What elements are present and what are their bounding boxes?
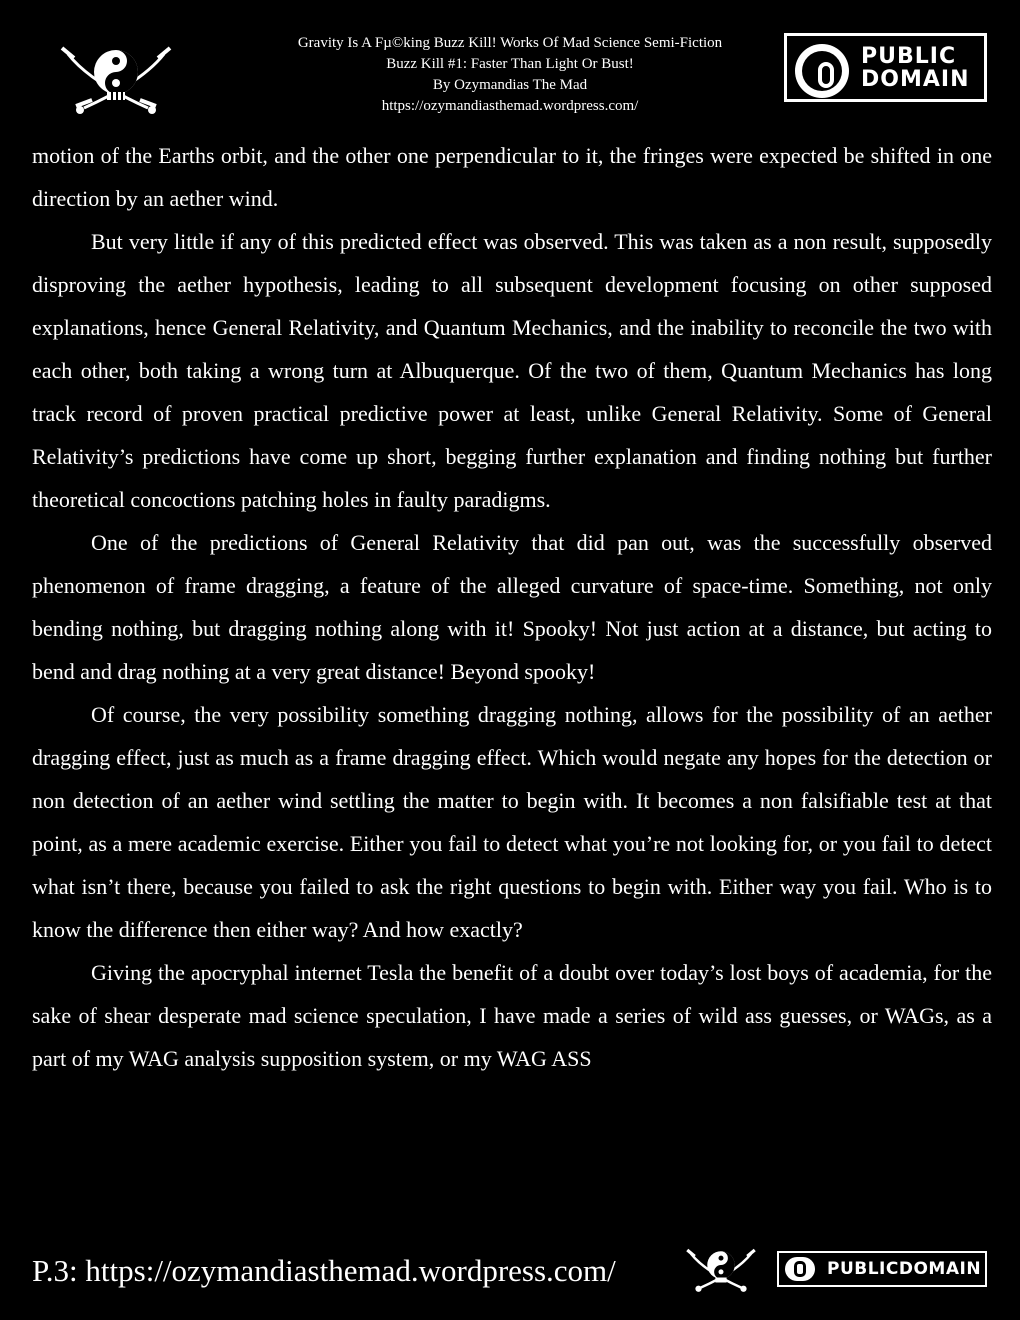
- header-url: https://ozymandiasthemad.wordpress.com/: [381, 98, 639, 114]
- paragraph: But very little if any of this predicted effect was observed. This was taken as a non result, supposedly disproving the aether hypothesis, leading to all subsequent development focusing on other supposed explanations, hence General Relativity, and Quantum Mechanics, and the inability to reconcile the two with each other, both taking a wrong turn at Albuquerque. Of the two of them, Quantum Mechanics has long track record of proven practical predictive power at least, unlike General Relativity. Some of General Relativity’s predictions have come up short, begging further explanation and finding nothing but further theoretical concoctions patching holes in faulty paradigms.: [32, 229, 992, 512]
- public-domain-zero-icon: [785, 1257, 815, 1281]
- header-title: Gravity Is A Fµ©king Buzz Kill! Works Of Mad Science Semi-Fiction: [297, 35, 723, 51]
- yin-yang-skull-crossed-swords-icon: [60, 42, 172, 118]
- paragraph: One of the predictions of General Relativity that did pan out, was the successfully observed phenomenon of frame dragging, a feature of the alleged curvature of space-time. Something, not only bending nothing, but dragging nothing along with it! Spooky! Not just action at a distance, but acting to bend and drag nothing at a very great distance! Beyond spooky!: [32, 530, 992, 684]
- header-author: By Ozymandias The Mad: [432, 77, 588, 93]
- paragraph: Giving the apocryphal internet Tesla the benefit of a doubt over today’s lost boys of academia, for the sake of shear desperate mad science speculation, I have made a series of wild ass guesses, or WAGs, as a part of my WAG analysis supposition system, or my WAG ASS: [32, 960, 992, 1071]
- paragraph: Of course, the very possibility something dragging nothing, allows for the possibility of an aether dragging effect, just as much as a frame dragging effect. Which would negate any hopes for the detection or non detection of an aether wind settling the matter to begin with. It becomes a non falsifiable test at that point, as a mere academic exercise. Either you fail to detect what you’re not looking for, or you fail to detect what isn’t there, because you failed to ask the right questions to begin with. Either way you fail. Who is to know the difference then either way? And how exactly?: [32, 702, 992, 942]
- yin-yang-skull-crossed-swords-icon: [686, 1246, 756, 1294]
- header-subtitle: Buzz Kill #1: Faster Than Light Or Bust!: [386, 56, 634, 72]
- public-domain-footer-badge: [777, 1251, 987, 1287]
- page-footer-url: P.3: https://ozymandiasthemad.wordpress.com/: [32, 1253, 616, 1288]
- footer-badge-label: PUBLICDOMAIN: [827, 1259, 982, 1279]
- running-header: [210, 33, 810, 117]
- public-domain-badge: [784, 33, 987, 102]
- paragraph: motion of the Earths orbit, and the other one perpendicular to it, the fringes were expected be shifted in one direction by an aether wind.: [32, 143, 992, 211]
- badge-line-public: PUBLIC: [861, 44, 957, 69]
- body-text: [32, 134, 992, 1080]
- badge-line-domain: DOMAIN: [861, 67, 970, 92]
- public-domain-zero-icon: [795, 44, 849, 98]
